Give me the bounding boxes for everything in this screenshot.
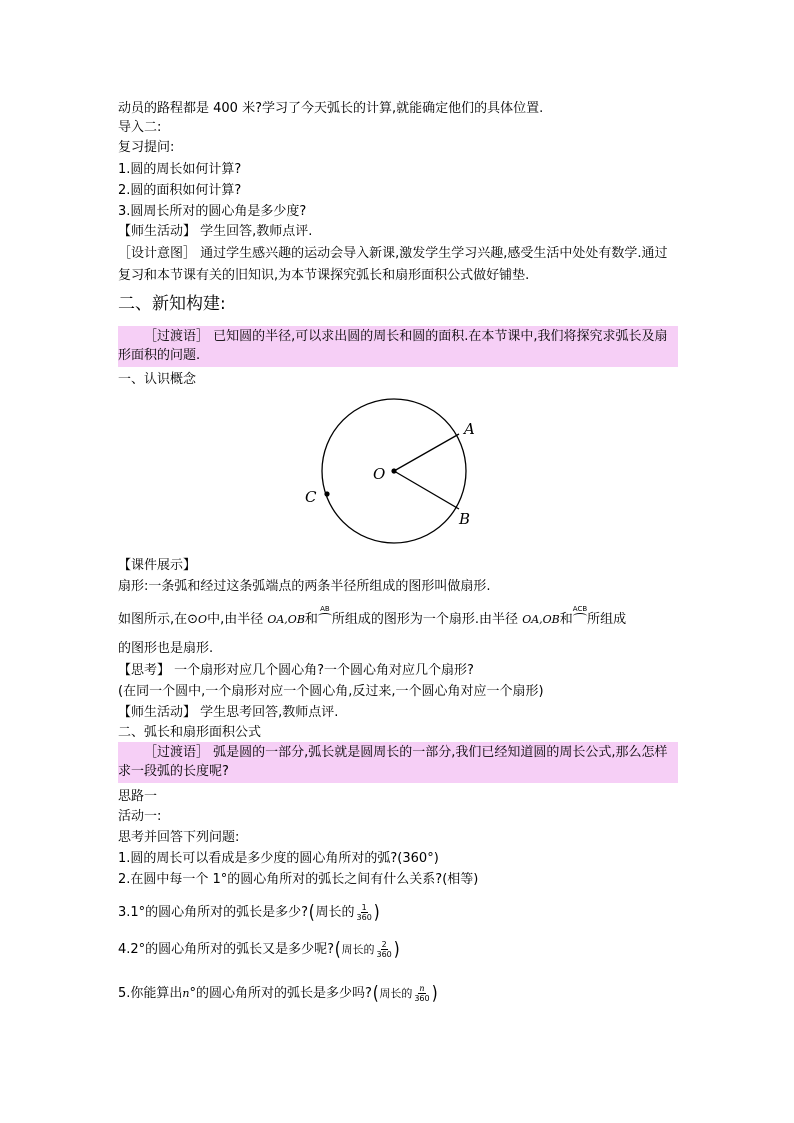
transition-box: [118, 742, 678, 783]
think-answer: (在同一个圆中,一个扇形对应一个圆心角,反过来,一个圆心角对应一个扇形): [118, 684, 544, 699]
transition-text: ［过渡语］ 弧是圆的一部分,弧长就是圆周长的一部分,我们已经知道圆的周长公式,那么怎样求一段弧的长度呢?: [118, 745, 668, 779]
subheading: 一、认识概念: [118, 372, 197, 387]
question-3: 3.1°的圆心角所对的弧长是多少?(周长的 $\frac{1}{360}$ ): [118, 901, 380, 923]
teacher-activity: 【师生活动】 学生思考回答,教师点评.: [118, 705, 339, 720]
text-line: 动员的路程都是 400 米?学习了今天弧长的计算,就能确定他们的具体位置.: [118, 101, 544, 116]
subheading: 二、弧长和扇形面积公式: [118, 725, 262, 740]
fraction: $\frac{1}{360}$: [356, 903, 372, 922]
text-line: 2.圆的面积如何计算?: [118, 183, 242, 198]
text-line: 思路一: [118, 789, 158, 804]
question-2: 2.在圆中每一个 1°的圆心角所对的弧长之间有什么关系?(相等): [118, 872, 479, 887]
label-C: C: [305, 488, 317, 506]
point-C: [324, 491, 329, 496]
question-4: 4.2°的圆心角所对的弧长又是多少呢?(周长的 $\frac{2}{360}$ ): [118, 938, 400, 960]
fraction: $\frac{2}{360}$: [376, 940, 392, 959]
courseware-title: 【课件展示】: [118, 558, 197, 573]
transition-box: [118, 326, 678, 367]
question-1: 1.圆的周长可以看成是多少度的圆心角所对的弧?(360°): [118, 851, 439, 866]
text-line: 的图形也是扇形.: [118, 641, 214, 656]
sector-definition: 扇形:一条弧和经过这条弧端点的两条半径所组成的图形叫做扇形.: [118, 579, 491, 594]
label-A: A: [464, 420, 475, 438]
label-O: O: [373, 465, 386, 483]
text-line: 思考并回答下列问题:: [118, 830, 240, 845]
circle-figure: [300, 398, 500, 558]
think-question: 【思考】 一个扇形对应几个圆心角?一个圆心角对应几个扇形?: [118, 663, 474, 678]
radius-OB: [394, 471, 459, 509]
arc-ACB: ACB: [573, 606, 587, 619]
figure-description: 如图所示,在⊙O中,由半径 OA,OB和 AB 所组成的图形为一个扇形.由半径 OA,OB和 ACB 所组成: [118, 605, 627, 627]
arc-AB: AB: [318, 606, 332, 619]
text-line: 复习提问:: [118, 140, 175, 155]
fraction: $\frac{n}{360}$: [414, 984, 430, 1003]
transition-text: ［过渡语］ 已知圆的半径,可以求出圆的周长和圆的面积.在本节课中,我们将探究求弧长及扇形面积的问题.: [118, 329, 668, 363]
center-point: [391, 468, 396, 473]
section-heading: 二、新知构建:: [118, 294, 226, 314]
design-intent: ［设计意图］ 通过学生感兴趣的运动会导入新课,激发学生学习兴趣,感受生活中处处有数学.通过复习和本节课有关的旧知识,为本节课探究弧长和扇形面积公式做好铺垫.: [118, 246, 668, 283]
radius-OA: [394, 434, 459, 471]
label-B: B: [459, 510, 471, 528]
text-line: 3.圆周长所对的圆心角是多少度?: [118, 204, 307, 219]
text-line: 活动一:: [118, 809, 162, 824]
text-line: 1.圆的周长如何计算?: [118, 162, 242, 177]
text-line: 【师生活动】 学生回答,教师点评.: [118, 224, 313, 239]
question-5: 5.你能算出n°的圆心角所对的弧长是多少吗?(周长的 $\frac{n}{360}$ ): [118, 982, 438, 1004]
text-line: 导入二:: [118, 120, 162, 135]
